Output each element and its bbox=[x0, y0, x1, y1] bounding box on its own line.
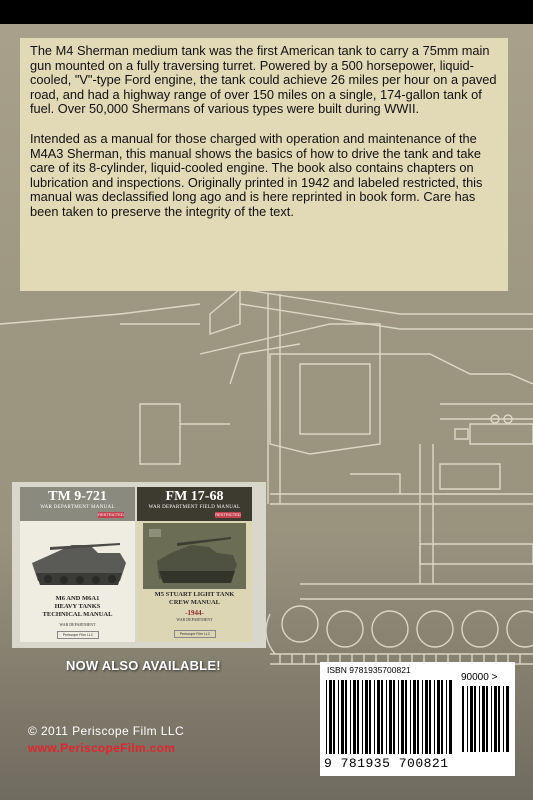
book-title-line: CREW MANUAL bbox=[169, 599, 220, 606]
book-title bbox=[24, 595, 131, 619]
barcode-bar bbox=[326, 680, 327, 754]
barcode-bar bbox=[417, 680, 419, 754]
barcode-bar bbox=[405, 680, 407, 754]
isbn-barcode bbox=[320, 662, 515, 776]
book-title-line: M6 AND M6A1 bbox=[55, 595, 100, 602]
barcode-bar bbox=[449, 680, 452, 754]
barcode-bar bbox=[381, 680, 383, 754]
book-publisher: Periscope Film LLC bbox=[57, 631, 99, 639]
barcode-bar bbox=[374, 680, 375, 754]
barcode-bar bbox=[410, 680, 411, 754]
barcode-bar bbox=[413, 680, 416, 754]
restricted-stamp: RESTRICTED bbox=[98, 512, 124, 517]
barcode-bar bbox=[398, 680, 399, 754]
barcode-bar bbox=[345, 680, 347, 754]
barcode-bar bbox=[393, 680, 395, 754]
isbn-label: ISBN 9781935700821 bbox=[327, 665, 411, 675]
barcode-bar bbox=[401, 680, 404, 754]
book-code: TM 9-721 bbox=[48, 489, 107, 504]
barcode-bar bbox=[474, 686, 476, 752]
barcode-bar bbox=[446, 680, 447, 754]
book-title-line: M5 STUART LIGHT TANK bbox=[154, 591, 235, 598]
barcode-bar bbox=[486, 686, 488, 752]
book-header bbox=[20, 487, 135, 521]
barcode-bar bbox=[467, 686, 468, 752]
barcode-bar bbox=[422, 680, 423, 754]
barcode-bar bbox=[506, 686, 509, 752]
book-subtitle: WAR DEPARTMENT FIELD MANUAL bbox=[148, 505, 241, 510]
price-code: 90000 > bbox=[461, 672, 498, 683]
barcode-bar bbox=[503, 686, 504, 752]
barcode-bar bbox=[350, 680, 351, 754]
book-cover-fm-17-68 bbox=[137, 487, 252, 642]
barcode-bar bbox=[386, 680, 387, 754]
barcode-bar bbox=[462, 686, 464, 752]
barcode-bar bbox=[482, 686, 485, 752]
heavy-tank-image bbox=[20, 523, 135, 593]
barcode-bar bbox=[341, 680, 344, 754]
book-code: FM 17-68 bbox=[165, 489, 224, 504]
barcode-bar bbox=[369, 680, 371, 754]
book-department: WAR DEPARTMENT bbox=[59, 622, 96, 627]
barcode-bar bbox=[389, 680, 392, 754]
ean-barcode-bars bbox=[326, 680, 454, 758]
price-barcode-bars bbox=[462, 686, 510, 756]
barcode-bar bbox=[338, 680, 339, 754]
light-tank-image bbox=[137, 523, 252, 589]
book-title-line: HEAVY TANKS bbox=[54, 603, 101, 610]
book-department: WAR DEPARTMENT bbox=[176, 617, 213, 622]
book-subtitle: WAR DEPARTMENT MANUAL bbox=[40, 505, 115, 510]
barcode-bar bbox=[333, 680, 335, 754]
barcode-number: 9 781935 700821 bbox=[324, 756, 449, 771]
book-title-line: TECHNICAL MANUAL bbox=[42, 611, 113, 618]
barcode-bar bbox=[377, 680, 380, 754]
barcode-bar bbox=[429, 680, 431, 754]
copyright-notice: © 2011 Periscope Film LLC bbox=[28, 724, 185, 738]
barcode-bar bbox=[434, 680, 435, 754]
restricted-stamp: RESTRICTED bbox=[215, 512, 241, 517]
barcode-bar bbox=[470, 686, 473, 752]
now-available-label: NOW ALSO AVAILABLE! bbox=[66, 658, 221, 673]
barcode-bar bbox=[441, 680, 443, 754]
barcode-bar bbox=[357, 680, 359, 754]
book-year: -1944- bbox=[185, 609, 204, 617]
barcode-bar bbox=[498, 686, 500, 752]
barcode-bar bbox=[494, 686, 497, 752]
book-cover-tm-9-721 bbox=[20, 487, 135, 642]
barcode-bar bbox=[425, 680, 428, 754]
website-link[interactable]: www.PeriscopeFilm.com bbox=[28, 741, 176, 755]
barcode-bar bbox=[365, 680, 368, 754]
description-paragraph-2: Intended as a manual for those charged with operation and maintenance of the M4A3 Sherman, this manual shows the basics of how to drive the tank and take care of its 8-cylinder, liquid-cooled engine. The book also contains chapters on lubrication and inspections. Originally printed in 1942 and labeled restricted, this manual was declassified long ago and is here reprinted in book form. Care has been taken to preserve the integrity of the text. bbox=[30, 130, 483, 219]
description-box bbox=[20, 38, 508, 291]
description-paragraph-1: The M4 Sherman medium tank was the first American tank to carry a 75mm main gun mounted on a fully traversing turret. Powered by a 500 horsepower, liquid-cooled, "V"-type Ford engine, the tank could achieve 26 miles per hour on a paved road, and had a highway range of over 150 miles on a single, 174-gallon tank of fuel. Over 50,000 Shermans of various types were built during WWII. bbox=[30, 43, 497, 117]
barcode-bar bbox=[491, 686, 492, 752]
book-header bbox=[137, 487, 252, 521]
barcode-bar bbox=[353, 680, 356, 754]
barcode-bar bbox=[362, 680, 363, 754]
barcode-bar bbox=[437, 680, 440, 754]
barcode-bar bbox=[479, 686, 480, 752]
barcode-bar bbox=[329, 680, 332, 754]
book-title bbox=[141, 591, 248, 607]
book-publisher: Periscope Film LLC bbox=[174, 630, 216, 638]
